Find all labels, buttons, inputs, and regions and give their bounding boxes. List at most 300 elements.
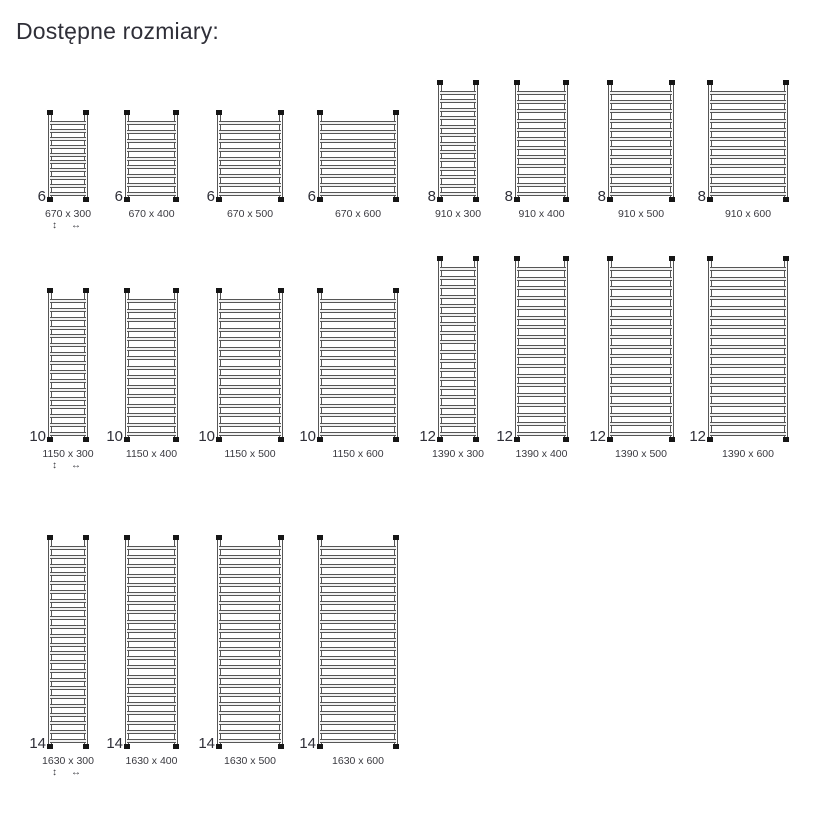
radiator-foot-left [437, 437, 443, 442]
radiator-rung [50, 176, 86, 180]
radiator-cap-right [669, 80, 675, 85]
radiator-rung [127, 721, 176, 725]
radiator-rung [320, 564, 396, 568]
radiator-rung [50, 405, 86, 409]
radiator-rung [127, 157, 176, 161]
radiator-cap-left [317, 535, 323, 540]
radiator-rung [50, 145, 86, 149]
radiator-rung [320, 693, 396, 697]
radiator-rung [50, 423, 86, 427]
radiator-cap-left [47, 288, 53, 293]
radiator-rung [219, 432, 281, 436]
radiator-rung [50, 616, 86, 620]
radiator-rung [50, 695, 86, 699]
radiator-rung [219, 413, 281, 417]
radiator-rung [127, 366, 176, 370]
radiator-rung [127, 564, 176, 568]
size-label: 1150 x 500 [224, 448, 276, 460]
radiator-rung [219, 192, 281, 196]
radiator-foot-right [393, 744, 399, 749]
radiator-rung [320, 665, 396, 669]
radiator-rung [127, 647, 176, 651]
radiator-rung [50, 334, 86, 338]
size-label: 910 x 300 [434, 208, 482, 220]
radiator-diagram [37, 110, 92, 231]
radiator-foot-right [783, 437, 789, 442]
radiator-rung [440, 395, 476, 399]
radiator-rung [50, 572, 86, 576]
radiator-rung [517, 393, 566, 397]
radiator-rung [50, 555, 86, 559]
radiator-rung [127, 385, 176, 389]
radiator-rung [320, 638, 396, 642]
radiator-rung [320, 130, 396, 134]
radiator-rung [50, 721, 86, 725]
radiator-rung [517, 91, 566, 95]
radiator-rung [127, 423, 176, 427]
radiator-rung [320, 629, 396, 633]
radiator-diagram [299, 288, 398, 460]
radiator-rung [50, 590, 86, 594]
radiator-rung [320, 337, 396, 341]
radiator-rung [219, 356, 281, 360]
radiator-rung [440, 125, 476, 129]
radiator-rung [219, 647, 281, 651]
radiator-rung [710, 403, 786, 407]
tube-count-label: 12 [689, 428, 706, 445]
size-label: 670 x 400 [128, 208, 175, 220]
radiator-rung [320, 121, 396, 125]
radiator-cap-right [669, 256, 675, 261]
radiator-cap-right [278, 288, 284, 293]
radiator-rung [440, 432, 476, 436]
radiator-cap-left [514, 256, 520, 261]
radiator-rung [320, 328, 396, 332]
height-arrow-icon: ↕ [52, 460, 57, 471]
radiator-rung [219, 174, 281, 178]
radiator-diagram [597, 80, 674, 220]
radiator-rung [219, 665, 281, 669]
radiator-rung [320, 555, 396, 559]
height-arrow-icon: ↕ [52, 220, 57, 231]
radiator-rung [320, 192, 396, 196]
radiator-diagram [206, 110, 283, 220]
radiator-rung [440, 340, 476, 344]
radiator-foot-right [83, 197, 89, 202]
radiator-diagram [114, 110, 178, 220]
radiator-rung [127, 337, 176, 341]
radiator-rung [517, 155, 566, 159]
radiator-cap-right [83, 288, 89, 293]
radiator-rung [127, 404, 176, 408]
radiator-cap-right [783, 256, 789, 261]
radiator-rung [127, 592, 176, 596]
tube-count-label: 12 [496, 428, 513, 445]
radiator-rung [610, 100, 672, 104]
radiator-rung [710, 325, 786, 329]
radiator-rung [517, 267, 566, 271]
radiator-rung [517, 316, 566, 320]
radiator-diagram [29, 535, 94, 778]
radiator-foot-right [563, 437, 569, 442]
radiator-foot-left [124, 437, 130, 442]
radiator-rung [219, 347, 281, 351]
radiator-rung [440, 322, 476, 326]
radiator-rung [517, 413, 566, 417]
dimension-arrows [48, 461, 88, 471]
radiator-diagram [299, 535, 398, 767]
radiator-foot-left [216, 197, 222, 202]
radiator-rung [219, 139, 281, 143]
radiator-rung [710, 354, 786, 358]
radiator-rung [610, 296, 672, 300]
radiator-foot-left [47, 197, 53, 202]
radiator-rung [50, 308, 86, 312]
radiator-rung [127, 309, 176, 313]
radiator-rung [710, 316, 786, 320]
radiator-rung [710, 146, 786, 150]
radiator-rung [50, 678, 86, 682]
radiator-cap-left [317, 110, 323, 115]
radiator-rung [517, 192, 566, 196]
radiator-rung [517, 277, 566, 281]
radiator-rung [219, 574, 281, 578]
radiator-rung [127, 656, 176, 660]
radiator-diagram [29, 288, 94, 471]
radiator-rung [127, 174, 176, 178]
radiator-rung [710, 174, 786, 178]
radiator-rung [127, 375, 176, 379]
radiator-rung [517, 383, 566, 387]
radiator-rung [219, 337, 281, 341]
radiator-cap-left [437, 256, 443, 261]
radiator-rung [517, 354, 566, 358]
radiator-rung [50, 599, 86, 603]
radiator-rung [610, 403, 672, 407]
size-label: 1630 x 400 [125, 755, 178, 767]
radiator-rung [710, 393, 786, 397]
radiator-rung [440, 368, 476, 372]
radiator-rung [710, 374, 786, 378]
tube-count-label: 14 [106, 735, 123, 752]
radiator-rung [219, 638, 281, 642]
radiator-cap-right [563, 80, 569, 85]
radiator-rung [610, 183, 672, 187]
tube-count-label: 14 [29, 735, 46, 752]
radiator-rung [219, 555, 281, 559]
radiator-rung [440, 276, 476, 280]
dimension-arrows [48, 221, 88, 231]
radiator-rung [50, 686, 86, 690]
radiator-rung [127, 711, 176, 715]
radiator-rung [219, 183, 281, 187]
tube-count-label: 8 [504, 188, 513, 205]
radiator-rung [517, 119, 566, 123]
radiator-cap-right [783, 80, 789, 85]
radiator-rung [440, 133, 476, 137]
radiator-rung [610, 335, 672, 339]
radiator-foot-right [278, 197, 284, 202]
radiator-rung [610, 109, 672, 113]
radiator-rung [610, 286, 672, 290]
radiator-cap-right [393, 535, 399, 540]
radiator-rung [50, 634, 86, 638]
radiator-rung [517, 109, 566, 113]
radiator-rung [50, 713, 86, 717]
size-label: 1390 x 600 [722, 448, 774, 460]
tube-count-label: 6 [307, 188, 316, 205]
radiator-foot-left [707, 437, 713, 442]
radiator-rung [219, 394, 281, 398]
radiator-rung [610, 146, 672, 150]
radiator-rung [50, 669, 86, 673]
radiator-rung [127, 610, 176, 614]
radiator-rung [517, 325, 566, 329]
tube-count-label: 14 [299, 735, 316, 752]
size-label: 1630 x 300 [42, 755, 94, 767]
radiator-rung [219, 328, 281, 332]
radiator-rung [50, 581, 86, 585]
radiator-foot-right [473, 437, 479, 442]
radiator-cap-right [278, 535, 284, 540]
radiator-rung [219, 629, 281, 633]
radiator-rung [320, 413, 396, 417]
radiator-rung [517, 422, 566, 426]
radiator-cap-right [393, 288, 399, 293]
radiator-rung [50, 704, 86, 708]
radiator-rung [320, 148, 396, 152]
radiator-cap-left [707, 256, 713, 261]
radiator-rung [610, 155, 672, 159]
radiator-foot-left [607, 197, 613, 202]
radiator-rung [440, 192, 476, 196]
radiator-rung [610, 374, 672, 378]
radiator-rung [320, 583, 396, 587]
radiator-rung [610, 345, 672, 349]
radiator-rung [517, 286, 566, 290]
radiator-rung [127, 328, 176, 332]
radiator-rung [219, 546, 281, 550]
radiator-cap-right [278, 110, 284, 115]
size-label: 910 x 500 [617, 208, 665, 220]
radiator-rung [219, 375, 281, 379]
radiator-rung [710, 432, 786, 436]
radiator-rung [610, 306, 672, 310]
radiator-rung [610, 413, 672, 417]
radiator-rung [219, 564, 281, 568]
radiator-rung [50, 432, 86, 436]
radiator-rung [219, 385, 281, 389]
radiator-rung [517, 364, 566, 368]
radiator-cap-left [124, 535, 130, 540]
radiator-rung [127, 693, 176, 697]
tube-count-label: 6 [206, 188, 215, 205]
radiator-rung [219, 711, 281, 715]
radiator-rung [710, 286, 786, 290]
radiator-rung [440, 91, 476, 95]
size-label: 1150 x 600 [332, 448, 384, 460]
radiator-foot-left [317, 744, 323, 749]
radiator-rung [517, 345, 566, 349]
radiator-rung [517, 174, 566, 178]
radiator-rung [127, 730, 176, 734]
radiator-foot-left [47, 437, 53, 442]
radiator-rung [219, 620, 281, 624]
radiator-cap-left [124, 110, 130, 115]
radiator-rung [50, 370, 86, 374]
radiator-foot-left [124, 197, 130, 202]
radiator-rung [50, 299, 86, 303]
radiator-rung [127, 148, 176, 152]
radiator-rung [50, 352, 86, 356]
radiator-rung [50, 361, 86, 365]
radiator-rung [320, 647, 396, 651]
radiator-rung [517, 183, 566, 187]
radiator-rung [710, 306, 786, 310]
radiator-rung [320, 174, 396, 178]
radiator-cap-left [216, 535, 222, 540]
radiator-rung [127, 394, 176, 398]
radiator-rung [219, 318, 281, 322]
radiator-rung [710, 267, 786, 271]
radiator-rung [127, 299, 176, 303]
radiator-rung [710, 277, 786, 281]
radiator-cap-left [707, 80, 713, 85]
radiator-rung [710, 296, 786, 300]
radiator-rung [610, 277, 672, 281]
radiator-rung [127, 139, 176, 143]
radiator-rung [50, 137, 86, 141]
radiator-rung [219, 684, 281, 688]
radiator-rung [517, 306, 566, 310]
radiator-rung [610, 316, 672, 320]
radiator-rung [710, 137, 786, 141]
radiator-rung [710, 413, 786, 417]
radiator-foot-left [317, 437, 323, 442]
radiator-rung [440, 386, 476, 390]
tube-count-label: 6 [114, 188, 123, 205]
radiator-rung [127, 739, 176, 743]
radiator-rung [219, 730, 281, 734]
radiator-rung [127, 347, 176, 351]
radiator-diagram [689, 256, 788, 460]
radiator-rung [50, 730, 86, 734]
radiator-foot-right [393, 437, 399, 442]
radiator-foot-right [83, 744, 89, 749]
radiator-rung [440, 142, 476, 146]
radiator-rung [610, 325, 672, 329]
radiator-rung [610, 422, 672, 426]
radiator-rung [50, 607, 86, 611]
tube-count-label: 6 [37, 188, 46, 205]
radiator-foot-left [607, 437, 613, 442]
radiator-rung [710, 155, 786, 159]
radiator-rung [127, 432, 176, 436]
tube-count-label: 8 [697, 188, 706, 205]
radiator-diagram [307, 110, 398, 220]
radiator-rung [320, 711, 396, 715]
radiator-rung [610, 354, 672, 358]
radiator-rung [127, 546, 176, 550]
tube-count-label: 12 [589, 428, 606, 445]
radiator-rung [50, 317, 86, 321]
radiator-rung [50, 343, 86, 347]
radiator-rung [517, 403, 566, 407]
radiator-rung [127, 192, 176, 196]
radiator-rung [517, 128, 566, 132]
radiator-rung [440, 414, 476, 418]
radiator-rung [127, 620, 176, 624]
width-arrow-icon: ↔ [71, 460, 81, 471]
radiator-cap-left [437, 80, 443, 85]
radiator-rung [219, 656, 281, 660]
radiator-rung [50, 397, 86, 401]
radiator-diagram [427, 80, 482, 220]
radiator-rung [320, 546, 396, 550]
radiator-rung [320, 375, 396, 379]
tube-count-label: 10 [198, 428, 215, 445]
radiator-rung [219, 693, 281, 697]
radiator-rung [127, 183, 176, 187]
radiator-rung [219, 121, 281, 125]
radiator-rung [440, 116, 476, 120]
size-label: 910 x 600 [724, 208, 772, 220]
radiator-rung [440, 150, 476, 154]
radiator-rung [320, 183, 396, 187]
radiator-rung [127, 318, 176, 322]
radiator-rung [127, 130, 176, 134]
radiator-cap-left [607, 80, 613, 85]
size-label: 670 x 300 [44, 208, 92, 220]
radiator-rung [440, 331, 476, 335]
tube-count-label: 14 [198, 735, 215, 752]
radiator-diagram [198, 288, 283, 460]
dimension-arrows [48, 768, 88, 778]
radiator-foot-right [83, 437, 89, 442]
radiator-rung [320, 385, 396, 389]
radiator-rung [440, 267, 476, 271]
size-label: 670 x 500 [226, 208, 274, 220]
radiator-rung [440, 99, 476, 103]
radiator-rung [219, 721, 281, 725]
radiator-rung [517, 296, 566, 300]
radiator-rung [50, 651, 86, 655]
radiator-cap-right [83, 535, 89, 540]
tube-count-label: 12 [419, 428, 436, 445]
radiator-rung [127, 629, 176, 633]
radiator-rung [440, 175, 476, 179]
size-label: 1390 x 300 [432, 448, 484, 460]
radiator-rung [127, 555, 176, 559]
radiator-rung [710, 128, 786, 132]
radiator-foot-right [278, 744, 284, 749]
radiator-rung [320, 404, 396, 408]
radiator-rung [517, 335, 566, 339]
radiator-rung [320, 610, 396, 614]
radiator-cap-left [216, 110, 222, 115]
radiator-rung [440, 158, 476, 162]
radiator-rung [127, 583, 176, 587]
radiator-rung [320, 157, 396, 161]
radiator-rung [50, 643, 86, 647]
radiator-rung [320, 139, 396, 143]
radiator-diagram [198, 535, 283, 767]
radiator-foot-left [124, 744, 130, 749]
radiator-cap-left [317, 288, 323, 293]
radiator-rung [219, 404, 281, 408]
radiator-rung [440, 167, 476, 171]
radiator-diagram [106, 535, 178, 767]
